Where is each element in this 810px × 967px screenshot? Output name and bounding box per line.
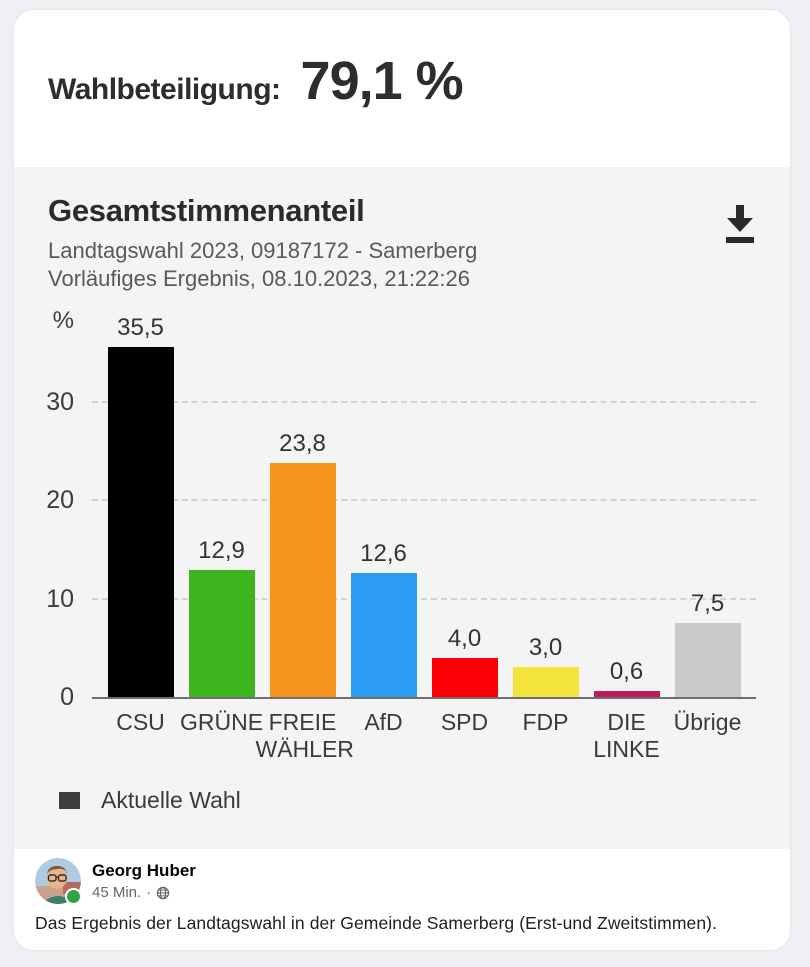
y-tick-label-30: 30 (46, 387, 74, 416)
fdp-bar[interactable] (513, 667, 579, 697)
chart-title: Gesamtstimmenanteil (48, 193, 365, 228)
chart-panel (14, 167, 790, 849)
chart-subtitle-line1: Landtagswahl 2023, 09187172 - Samerberg (48, 238, 478, 263)
y-tick-label-0: 0 (60, 683, 74, 711)
y-tick-label-20: 20 (46, 486, 74, 514)
meta-separator: · (146, 884, 152, 901)
bar-value-label-afd: 12,6 (360, 540, 407, 567)
online-status-dot (65, 888, 82, 905)
turnout-value: 79,1 % (300, 51, 463, 111)
post-meta (92, 883, 196, 902)
afd-bar[interactable] (351, 573, 417, 697)
gridline-20 (92, 499, 756, 501)
bar-value-label-die-linke: 0,6 (609, 658, 644, 685)
bar-column-die-linke (586, 658, 667, 762)
chart-legend (59, 787, 756, 814)
download-button[interactable] (722, 205, 758, 249)
y-tick-label-10: 10 (46, 584, 74, 613)
post-timestamp[interactable]: 45 Min. (92, 884, 142, 901)
bar-value-label-csu: 35,5 (117, 314, 164, 341)
x-axis-label-die-linke: DIE LINKE (593, 709, 660, 762)
gridline-30 (92, 401, 756, 403)
bar-value-label-freie-wahler: 23,8 (279, 430, 326, 457)
csu-bar[interactable] (108, 347, 174, 697)
bar-column-grune (179, 537, 264, 735)
x-axis-label-freie-wahler: FREIE WÄHLER (255, 709, 354, 762)
bar-value-label-fdp: 3,0 (528, 634, 563, 661)
x-axis-label-grune: GRÜNE (179, 709, 264, 735)
x-axis-label-afd: AfD (364, 709, 403, 735)
spd-bar[interactable] (432, 658, 498, 697)
chart-subtitle (48, 237, 756, 293)
post-text: Das Ergebnis der Landtagswahl in der Gemeinde Samerberg (Erst-und Zweitstimmen). (35, 913, 718, 933)
turnout-label: Wahlbeteiligung: (48, 73, 281, 106)
globe-icon (156, 886, 170, 900)
download-icon (723, 204, 757, 251)
grune-bar[interactable] (189, 570, 255, 697)
plot-area (46, 307, 756, 762)
bar-value-label-ubrige: 7,5 (690, 590, 725, 617)
bar-value-label-spd: 4,0 (447, 625, 482, 652)
x-axis-label-fdp: FDP (522, 709, 569, 735)
post-section (14, 849, 790, 950)
bar-column-csu (100, 314, 181, 735)
post-header (35, 858, 769, 904)
turnout-section (14, 10, 790, 167)
x-axis-label-spd: SPD (440, 709, 489, 735)
die-linke-bar[interactable] (594, 691, 660, 697)
post-author-name[interactable]: Georg Huber (92, 861, 196, 880)
avatar[interactable] (35, 858, 81, 904)
x-axis-label-ubrige: Übrige (673, 709, 742, 735)
bar-column-freie-wahler (255, 430, 354, 762)
bar-value-label-grune: 12,9 (198, 537, 245, 564)
legend-swatch (59, 792, 80, 809)
chart-plot-wrapper (46, 307, 756, 762)
bar-column-spd (424, 625, 505, 735)
bar-column-ubrige (667, 590, 748, 735)
bar-column-fdp (505, 634, 586, 735)
freie-wahler-bar[interactable] (270, 463, 336, 697)
x-axis-label-csu: CSU (116, 709, 165, 735)
bar-column-afd (343, 540, 424, 735)
chart-subtitle-line2: Vorläufiges Ergebnis, 08.10.2023, 21:22:26 (48, 266, 470, 291)
ubrige-bar[interactable] (675, 623, 741, 697)
main-card (14, 10, 790, 950)
y-axis-unit-label: % (52, 307, 74, 334)
legend-label: Aktuelle Wahl (101, 787, 241, 813)
